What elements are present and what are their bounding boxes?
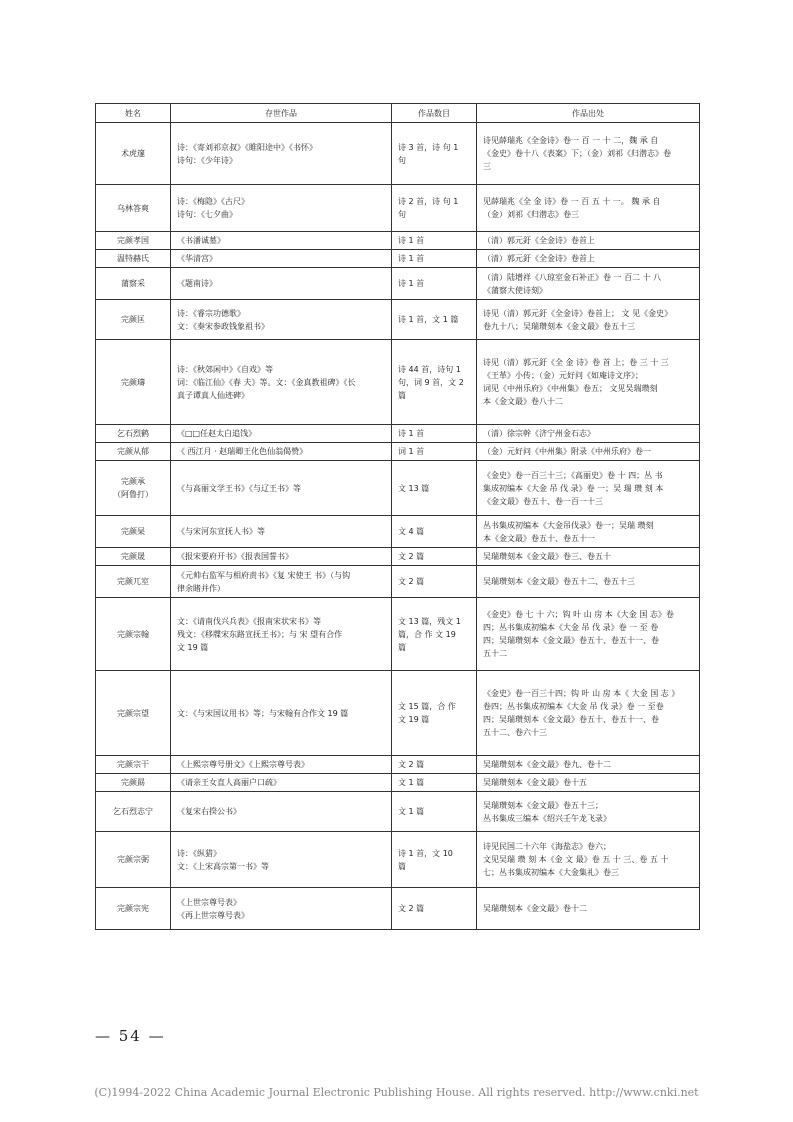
cell-line: 《书潘诚墓》 <box>177 236 225 245</box>
cell-line: 《金史》卷十八《表案》下；（金）刘祁《归潜志》卷 <box>483 149 671 158</box>
cell-line: 文 15 篇，合 作 <box>398 702 456 711</box>
cell-works <box>171 425 392 443</box>
cell-line: 文 19 篇 <box>398 715 430 724</box>
cell-line: 乌林答爽 <box>117 203 149 213</box>
cell-line: 完颜宗宪 <box>117 904 149 913</box>
cell-line: 诗：《寄刘祁京叔》《睢阳途中》《书怀》 <box>177 142 317 152</box>
cell-line: 《上熙宗尊号册文》《上熙宗尊号表》 <box>177 760 309 769</box>
cell-line: 《与高丽文学王书》《与辽王书》等 <box>177 483 301 493</box>
cell-count <box>392 756 477 774</box>
cell-source <box>477 566 700 598</box>
cell-line: 诗 3 首，诗 句 1 <box>398 142 459 152</box>
cell-name <box>96 774 171 792</box>
cell-line: 《□□任赵太白追饯》 <box>177 429 257 438</box>
table-row <box>96 300 700 340</box>
header-count: 作品数目 <box>392 104 477 123</box>
cell-name <box>96 756 171 774</box>
cell-name <box>96 792 171 832</box>
cell-name <box>96 516 171 548</box>
cell-line: 《上世宗尊号表》 <box>177 897 241 907</box>
cell-works <box>171 756 392 774</box>
cell-count <box>392 888 477 930</box>
cell-source <box>477 461 700 516</box>
cell-line: 吴瑞瓒刻本《金文最》卷十二 <box>483 904 587 913</box>
cell-line: 句 <box>398 155 406 165</box>
cell-line: 吴瑞瓒刻本《金文最》卷三、卷五十 <box>483 552 611 561</box>
cell-count <box>392 443 477 461</box>
cell-name <box>96 671 171 756</box>
cell-line: 《报宋要府开书》《报表国誓书》 <box>177 552 293 561</box>
cell-source <box>477 548 700 566</box>
cell-line: 本《金文最》卷八十二 <box>483 397 563 406</box>
cell-line: 吴瑞瓒刻本《金文最》卷五十三； <box>483 800 603 810</box>
cell-line: 诗 44 首，诗句 1 <box>398 364 461 374</box>
cell-count <box>392 548 477 566</box>
table-row <box>96 548 700 566</box>
cell-works <box>171 548 392 566</box>
cell-line: 文：《上宋高宗第一书》等 <box>177 861 269 871</box>
cell-count <box>392 425 477 443</box>
cell-line: 《王革》小传；（金）元好问《如庵诗文序》； <box>483 371 643 380</box>
table-row <box>96 425 700 443</box>
cell-count <box>392 340 477 425</box>
cell-works <box>171 888 392 930</box>
cell-line: 《请亲王女直人高丽户口疏》 <box>177 778 281 787</box>
cell-works <box>171 774 392 792</box>
cell-line: （清）徐宗幹《济宁州金石志》 <box>483 429 595 438</box>
cell-line: 词 1 首 <box>398 447 425 456</box>
cell-line: 完颜承 <box>121 477 145 486</box>
cell-name <box>96 566 171 598</box>
header-source: 作品出处 <box>477 104 700 123</box>
cell-works <box>171 232 392 250</box>
cell-works <box>171 340 392 425</box>
cell-line: 《题南诗》 <box>177 279 217 288</box>
header-works: 存世作品 <box>171 104 392 123</box>
table-row <box>96 443 700 461</box>
cell-line: 乞石烈志宁 <box>113 807 153 816</box>
cell-name <box>96 185 171 232</box>
cell-count <box>392 461 477 516</box>
cell-source <box>477 888 700 930</box>
cell-line: 集成初编本《大金 吊 伐 录》卷 一；吴 瑞 瓒 刻 本 <box>483 483 664 493</box>
cell-line: 诗 1 首 <box>398 254 425 263</box>
table-row <box>96 250 700 268</box>
table-row <box>96 774 700 792</box>
cell-line: 文 19 篇 <box>177 642 209 652</box>
cell-line: （清）郭元釪《全金诗》卷首上 <box>483 254 595 263</box>
cell-line: 诗：《睿宗功德歌》 <box>177 308 245 318</box>
copyright-footer: (C)1994-2022 China Academic Journal Electronic Publishing House. All rights reserved. http://www.cnki.net <box>94 1086 699 1099</box>
cell-line: （阿鲁打） <box>113 490 153 499</box>
cell-works <box>171 123 392 185</box>
cell-count <box>392 566 477 598</box>
cell-line: 文 13 篇 <box>398 483 430 493</box>
cell-count <box>392 300 477 340</box>
cell-line: 完颜宗望 <box>117 708 149 718</box>
cell-line: （清）郭元釪《全金诗》卷首上 <box>483 236 595 245</box>
cell-works <box>171 250 392 268</box>
cell-count <box>392 185 477 232</box>
cell-source <box>477 774 700 792</box>
cell-line: 完颜宗翰 <box>117 629 149 639</box>
cell-count <box>392 832 477 888</box>
cell-line: 七；丛书集成初编本《大金集礼》卷三 <box>483 868 619 877</box>
cell-line: 乞石烈鹤 <box>117 429 149 438</box>
cell-line: 律余睹并作） <box>177 583 225 593</box>
cell-line: 见薛瑞兆《全 金 诗》卷 一 百 五 十 一。 魏 承 自 <box>483 197 661 206</box>
page-number: — 54 — <box>95 1027 166 1045</box>
cell-line: 句 <box>398 210 406 219</box>
table-row <box>96 340 700 425</box>
cell-source <box>477 250 700 268</box>
cell-line: 文：《奏宋参政钱象祖书》 <box>177 321 269 331</box>
cell-line: 四；吴瑞瓒刻本《金文最》卷五十、卷五十一、卷 <box>483 715 659 724</box>
cell-line: 篇 <box>398 642 406 652</box>
cell-line: 诗 1 首，文 10 <box>398 848 453 858</box>
cell-name <box>96 425 171 443</box>
cell-line: 诗：《秋郊闲中》《自戏》等 <box>177 364 273 374</box>
cell-line: 《蒲察大使诗刻》 <box>483 285 547 295</box>
cell-line: 《复宋右揆公书》 <box>177 807 241 816</box>
table-row <box>96 756 700 774</box>
cell-works <box>171 443 392 461</box>
cell-count <box>392 671 477 756</box>
cell-name <box>96 832 171 888</box>
cell-line: 五十二、卷六十三 <box>483 728 547 737</box>
table-row <box>96 792 700 832</box>
cell-name <box>96 598 171 671</box>
cell-line: 吴瑞瓒刻本《金文最》卷十五 <box>483 778 587 787</box>
table-row <box>96 232 700 250</box>
cell-works <box>171 792 392 832</box>
table-row <box>96 598 700 671</box>
cell-line: 完颜孝国 <box>117 236 149 245</box>
cell-line: 篇，合 作 文 19 <box>398 629 456 639</box>
cell-line: 文：《请南伐兴兵表》《报南宋状宋书》等 <box>177 616 321 626</box>
cell-line: 《与宋河东宣抚人书》等 <box>177 527 265 536</box>
cell-source <box>477 443 700 461</box>
cell-line: 完颜璹 <box>121 377 145 387</box>
cell-line: 蒲察采 <box>121 279 145 288</box>
cell-line: 完颜杲 <box>121 527 145 536</box>
cell-line: 完颜晟 <box>121 552 145 561</box>
cell-line: 篇 <box>398 861 406 871</box>
cell-line: 文：《与宋国议用书》等；与宋翰有合作文 19 篇 <box>177 708 349 718</box>
cell-line: 《元帅右监军与相府责书》《复 宋使王 书》（与钩 <box>177 570 351 580</box>
cell-line: 文 2 篇 <box>398 552 425 561</box>
cell-works <box>171 566 392 598</box>
cell-line: 四；吴瑞瓒刻本《金文最》卷五十、卷五十一、卷 <box>483 636 659 645</box>
cell-line: 诗 1 首 <box>398 236 425 245</box>
cell-line: 吴瑞瓒刻本《金文最》卷九、卷十二 <box>483 760 611 769</box>
cell-line: 完颜宗弼 <box>117 855 149 864</box>
cell-line: 诗见（清）郭元釪《全 金 诗》卷 首 上；卷 三 十 三 <box>483 358 669 367</box>
cell-source <box>477 756 700 774</box>
cell-line: 真子谭真人仙迹碑》 <box>177 390 249 400</box>
cell-line: 《金史》卷一百三十三；《高丽史》卷 十 四；丛 书 <box>483 470 663 480</box>
cell-source <box>477 300 700 340</box>
cell-line: 诗句：《七夕曲》 <box>177 210 237 219</box>
cell-name <box>96 461 171 516</box>
cell-line: 《金史》卷 七 十 六；钩 叶 山 房 本《大金 国 志》卷 <box>483 610 674 619</box>
cell-count <box>392 268 477 300</box>
cell-line: 文 1 篇 <box>398 807 425 816</box>
authors-table <box>95 103 700 930</box>
table-row <box>96 123 700 185</box>
table-row <box>96 671 700 756</box>
cell-line: 文 2 篇 <box>398 760 425 769</box>
table-header-row <box>96 104 700 123</box>
cell-line: 诗 1 首 <box>398 429 425 438</box>
cell-works <box>171 300 392 340</box>
table-body <box>96 123 700 930</box>
cell-source <box>477 185 700 232</box>
table-row <box>96 516 700 548</box>
cell-line: （清）陆增祥《八琼室金石补正》卷 一 百二 十 八 <box>483 272 662 282</box>
cell-count <box>392 232 477 250</box>
cell-line: 本《金文最》卷五十、卷五十一 <box>483 533 595 543</box>
cell-line: 文见吴瑞 瓒 刻 本《金 文 最》卷 五 十 三、卷 五 十 <box>483 855 669 864</box>
cell-line: 诗见（清）郭元釪《全金诗》卷首上； 文 见《金史》 <box>483 308 673 318</box>
cell-line: 《再上世宗尊号表》 <box>177 910 249 920</box>
cell-source <box>477 832 700 888</box>
cell-source <box>477 123 700 185</box>
cell-line: 文 2 篇 <box>398 577 425 586</box>
cell-line: （金）元好问《中州集》附录《中州乐府》卷一 <box>483 447 651 456</box>
cell-line: 诗句：《少年诗》 <box>177 155 237 165</box>
cell-name <box>96 340 171 425</box>
cell-line: 残文：《移牒宋东路宣抚王书》；与 宋 望有合作 <box>177 629 343 639</box>
cell-name <box>96 232 171 250</box>
cell-line: 文 1 篇 <box>398 778 425 787</box>
cell-line: 词：《临江仙》《春 夫》等。文：《金真教祖碑》《长 <box>177 377 356 387</box>
cell-works <box>171 598 392 671</box>
cell-line: 术虎邃 <box>121 149 145 158</box>
cell-source <box>477 792 700 832</box>
cell-line: 《金史》卷一百三十四；钩 叶 山 房 本《 大金 国 志 》 <box>483 689 680 698</box>
cell-source <box>477 425 700 443</box>
cell-name <box>96 548 171 566</box>
cell-line: 文 4 篇 <box>398 527 425 536</box>
cell-count <box>392 250 477 268</box>
table-row <box>96 832 700 888</box>
cell-line: 诗 1 首 <box>398 279 425 288</box>
cell-works <box>171 268 392 300</box>
cell-count <box>392 516 477 548</box>
cell-name <box>96 443 171 461</box>
cell-line: 完颜兀室 <box>117 577 149 586</box>
cell-line: 《金文最》卷五十、卷一百一十三 <box>483 496 603 506</box>
table-row <box>96 888 700 930</box>
table-row <box>96 461 700 516</box>
table-row <box>96 185 700 232</box>
cell-line: 丛书集成初编本《大金吊伐录》卷一；吴瑞 瓒刻 <box>483 520 654 530</box>
cell-source <box>477 516 700 548</box>
cell-works <box>171 832 392 888</box>
cell-line: 文 2 篇 <box>398 904 425 913</box>
cell-line: 词见《中州乐府》《中州集》卷五； 文见吴瑞瓒刻 <box>483 384 658 393</box>
cell-line: 诗：《纵猎》 <box>177 848 221 858</box>
cell-source <box>477 671 700 756</box>
cell-line: 五十二 <box>483 649 507 658</box>
cell-line: 句，词 9 首，文 2 <box>398 377 464 387</box>
cell-line: 诗 2 首，诗 句 1 <box>398 197 459 206</box>
cell-name <box>96 250 171 268</box>
cell-line: 完颜匡 <box>121 315 145 324</box>
cell-line: 卷四；丛书集成初编本《大金 吊 伐 录》卷 一 至卷 <box>483 702 664 711</box>
cell-line: 诗见薛瑞兆《全金诗》卷一 百 一 十 二，魏 承 自 <box>483 136 659 145</box>
cell-name <box>96 888 171 930</box>
cell-line: 篇 <box>398 390 406 400</box>
cell-line: （金）刘祁《归潜志》卷三 <box>483 210 579 219</box>
cell-count <box>392 598 477 671</box>
cell-line: 完颜宗干 <box>117 760 149 769</box>
cell-source <box>477 340 700 425</box>
cell-line: 丛书集成三编本《绍兴壬午龙飞录》 <box>483 813 611 823</box>
cell-works <box>171 461 392 516</box>
cell-line: 完颜从郁 <box>117 447 149 456</box>
cell-count <box>392 123 477 185</box>
cell-source <box>477 598 700 671</box>
cell-line: 文 13 篇，残文 1 <box>398 616 461 626</box>
cell-name <box>96 300 171 340</box>
cell-line: 温特赫氏 <box>117 254 149 263</box>
cell-line: 诗 1 首，文 1 篇 <box>398 315 459 324</box>
cell-works <box>171 185 392 232</box>
header-name: 姓名 <box>96 104 171 123</box>
cell-line: 完颜勗 <box>121 778 145 787</box>
cell-line: 《 西江月 · 赵瑞卿王化色仙翁偈赞》 <box>177 447 308 456</box>
cell-source <box>477 268 700 300</box>
cell-line: 吴瑞瓒刻本《金文最》卷五十二、卷五十三 <box>483 577 635 586</box>
table-row <box>96 268 700 300</box>
cell-line: 诗：《梅隐》《古尺》 <box>177 197 249 206</box>
cell-name <box>96 123 171 185</box>
cell-count <box>392 774 477 792</box>
cell-line: 三 <box>483 162 491 171</box>
cell-line: 诗见民国二十六年《海盐志》卷六； <box>483 842 611 851</box>
cell-works <box>171 516 392 548</box>
cell-count <box>392 792 477 832</box>
cell-source <box>477 232 700 250</box>
cell-line: 《华清宫》 <box>177 254 217 263</box>
cell-line: 四；丛书集成初编本《大金 吊 伐 录》卷 一 至 卷 <box>483 623 659 632</box>
cell-line: 卷九十八；吴瑞瓒刻本《金文最》卷五十三 <box>483 321 635 331</box>
cell-name <box>96 268 171 300</box>
table-row <box>96 566 700 598</box>
cell-works <box>171 671 392 756</box>
